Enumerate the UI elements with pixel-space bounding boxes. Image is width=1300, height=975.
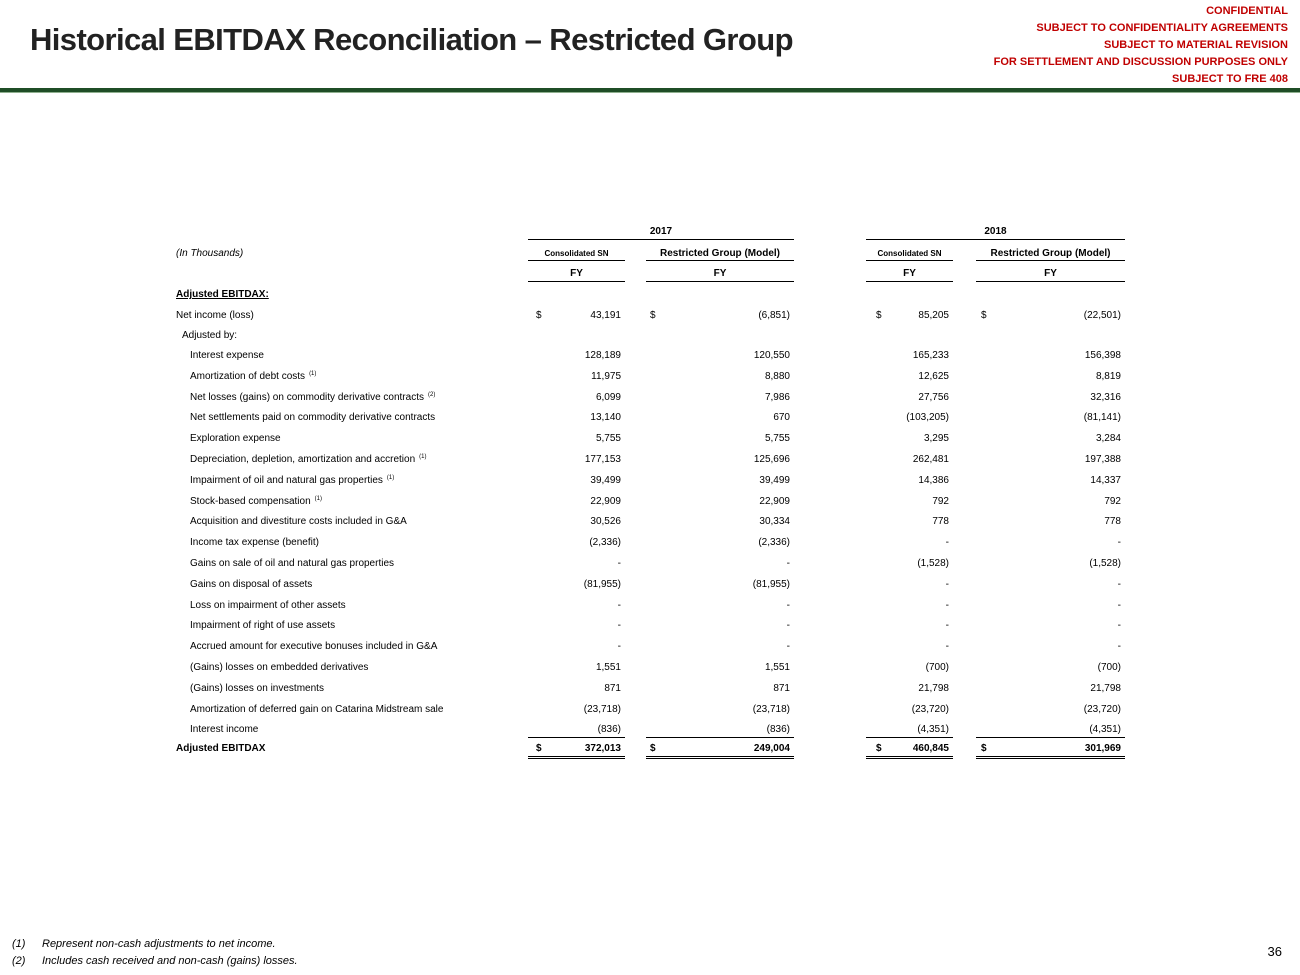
value-cell: 22,909: [759, 496, 790, 507]
year-underline: [866, 239, 1125, 240]
total-value: 460,845: [912, 743, 949, 754]
value-cell: -: [1117, 641, 1121, 652]
subtotal-underline: [528, 737, 625, 738]
value-cell: (81,141): [1083, 412, 1121, 423]
footnote-number: (1): [12, 938, 26, 950]
year-underline: [528, 239, 794, 240]
row-label: Income tax expense (benefit): [190, 537, 319, 548]
footnote-ref: (1): [386, 474, 395, 481]
footnote-number: (2): [12, 955, 26, 967]
column-period-underline: [866, 281, 953, 282]
footnote-ref: (1): [314, 495, 322, 502]
row-label: (Gains) losses on embedded derivatives: [190, 662, 369, 673]
footnote-text: Represent non-cash adjustments to net income.: [42, 938, 276, 950]
page-title: Historical EBITDAX Reconciliation – Restricted Group: [30, 22, 793, 57]
value-cell: 5,755: [764, 433, 790, 444]
value-cell: 21,798: [1090, 683, 1121, 694]
value-cell: 11,975: [591, 371, 621, 382]
page-number: 36: [1267, 944, 1282, 959]
value-cell: (23,718): [752, 704, 790, 715]
row-label: (Gains) losses on investments: [190, 683, 324, 694]
value-cell: 792: [1104, 496, 1121, 507]
value-cell: 14,386: [918, 475, 949, 486]
column-header-underline: [976, 260, 1125, 261]
value-cell: 8,819: [1095, 371, 1121, 382]
value-cell: -: [1117, 579, 1121, 590]
value-cell: -: [786, 620, 790, 631]
value-cell: (81,955): [752, 579, 790, 590]
value-cell: (4,351): [917, 724, 949, 735]
value-cell: (23,718): [583, 704, 621, 715]
column-period-underline: [646, 281, 794, 282]
footnote-ref: (1): [419, 453, 427, 460]
value-cell: -: [1117, 620, 1121, 631]
value-cell: 43,191: [590, 310, 621, 321]
value-cell: 778: [932, 516, 949, 527]
value-cell: -: [945, 641, 949, 652]
column-header: Consolidated SN: [877, 249, 942, 258]
value-cell: (1,528): [1089, 558, 1121, 569]
footnote-text: Includes cash received and non-cash (gains) losses.: [42, 955, 298, 967]
value-cell: -: [945, 620, 949, 631]
total-value: 301,969: [1084, 743, 1121, 754]
value-cell: 30,334: [759, 516, 790, 527]
footnote: [12, 936, 298, 953]
footnote: [12, 953, 298, 970]
value-cell: 30,526: [590, 516, 621, 527]
column-period: FY: [570, 268, 583, 279]
value-cell: 1,551: [595, 662, 621, 673]
value-cell: (23,720): [1083, 704, 1121, 715]
footnote-ref: (1): [309, 370, 317, 377]
value-cell: 778: [1104, 516, 1121, 527]
value-cell: -: [945, 537, 949, 548]
value-cell: 120,550: [753, 350, 790, 361]
column-period: FY: [713, 268, 727, 279]
value-cell: 871: [773, 683, 790, 694]
row-label: Interest expense: [190, 350, 264, 361]
value-cell: (836): [597, 724, 621, 735]
value-cell: 197,388: [1084, 454, 1121, 465]
value-cell: 165,233: [912, 350, 949, 361]
value-cell: -: [617, 600, 621, 611]
currency-symbol: $: [536, 743, 542, 754]
total-double-underline: [528, 756, 625, 759]
value-cell: (700): [925, 662, 949, 673]
value-cell: 3,284: [1095, 433, 1121, 444]
value-cell: (836): [766, 724, 790, 735]
confidential-line: CONFIDENTIAL: [1206, 5, 1288, 17]
column-header: Restricted Group (Model): [659, 248, 780, 259]
total-double-underline: [976, 756, 1125, 759]
total-value: 372,013: [584, 743, 621, 754]
column-period-underline: [528, 281, 625, 282]
row-label: Net settlements paid on commodity derivative contracts: [190, 412, 436, 423]
value-cell: -: [1117, 537, 1121, 548]
value-cell: 871: [604, 683, 621, 694]
value-cell: 85,205: [918, 310, 949, 321]
value-cell: 7,986: [764, 392, 790, 403]
value-cell: (1,528): [917, 558, 949, 569]
adjusted-by-label: Adjusted by:: [182, 330, 238, 341]
value-cell: (6,851): [758, 310, 790, 321]
year-header: 2017: [649, 226, 673, 237]
row-label: Loss on impairment of other assets: [190, 600, 346, 611]
row-label: Impairment of oil and natural gas properties $^{(1)}$: [190, 474, 395, 486]
column-header: Restricted Group (Model): [990, 248, 1111, 259]
column-period: FY: [1044, 268, 1057, 279]
row-label: Gains on sale of oil and natural gas properties: [190, 558, 395, 569]
value-cell: 14,337: [1090, 475, 1121, 486]
total-value: 249,004: [753, 743, 790, 754]
currency-symbol: $: [981, 743, 987, 754]
section-title: Adjusted EBITDAX:: [176, 289, 269, 300]
footnote-ref: (2): [427, 391, 436, 398]
confidential-line: SUBJECT TO FRE 408: [1172, 73, 1288, 85]
row-label: Interest income: [190, 724, 259, 735]
value-cell: 32,316: [1090, 392, 1121, 403]
value-cell: -: [786, 600, 790, 611]
confidential-line: SUBJECT TO MATERIAL REVISION: [1104, 39, 1288, 51]
value-cell: 39,499: [759, 475, 790, 486]
row-label: Stock-based compensation $^{(1)}$: [190, 495, 322, 507]
subtotal-underline: [866, 737, 953, 738]
value-cell: (2,336): [758, 537, 790, 548]
value-cell: 792: [932, 496, 949, 507]
value-cell: -: [945, 600, 949, 611]
subtotal-underline: [646, 737, 794, 738]
footnotes: [12, 936, 298, 970]
value-cell: 12,625: [918, 371, 949, 382]
row-label: Accrued amount for executive bonuses included in G&A: [190, 641, 438, 652]
year-header: 2018: [984, 226, 1007, 237]
value-cell: (23,720): [911, 704, 949, 715]
value-cell: (103,205): [906, 412, 949, 423]
value-cell: 39,499: [590, 475, 621, 486]
value-cell: -: [617, 558, 621, 569]
row-label: Acquisition and divestiture costs included in G&A: [190, 516, 407, 527]
value-cell: -: [617, 620, 621, 631]
value-cell: 128,189: [584, 350, 621, 361]
row-label: Net losses (gains) on commodity derivative contracts $^{(2)}$: [190, 391, 436, 403]
column-period: FY: [903, 268, 916, 279]
column-header: Consolidated SN: [544, 249, 609, 258]
row-label: Exploration expense: [190, 433, 281, 444]
currency-symbol: $: [876, 743, 882, 754]
currency-symbol: $: [981, 310, 987, 321]
row-label: Gains on disposal of assets: [190, 579, 313, 590]
value-cell: 262,481: [912, 454, 949, 465]
value-cell: (700): [1097, 662, 1121, 673]
value-cell: -: [945, 579, 949, 590]
subtotal-underline: [976, 737, 1125, 738]
value-cell: -: [786, 641, 790, 652]
value-cell: (2,336): [589, 537, 621, 548]
row-label: Amortization of debt costs $^{(1)}$: [190, 370, 317, 382]
column-header-underline: [528, 260, 625, 261]
value-cell: -: [1117, 600, 1121, 611]
currency-symbol: $: [876, 310, 882, 321]
value-cell: 6,099: [595, 392, 621, 403]
column-header-underline: [866, 260, 953, 261]
value-cell: (22,501): [1083, 310, 1121, 321]
currency-symbol: $: [536, 310, 542, 321]
confidential-line: FOR SETTLEMENT AND DISCUSSION PURPOSES ONLY: [993, 56, 1288, 68]
value-cell: 156,398: [1084, 350, 1121, 361]
value-cell: 1,551: [764, 662, 790, 673]
value-cell: 177,153: [584, 454, 621, 465]
value-cell: -: [617, 641, 621, 652]
currency-symbol: $: [650, 743, 656, 754]
row-label: Net income (loss): [176, 310, 254, 321]
value-cell: 5,755: [595, 433, 621, 444]
value-cell: (81,955): [583, 579, 621, 590]
row-label: Depreciation, depletion, amortization and accretion $^{(1)}$: [190, 453, 427, 465]
confidential-line: SUBJECT TO CONFIDENTIALITY AGREEMENTS: [1036, 22, 1288, 34]
column-header-underline: [646, 260, 794, 261]
value-cell: 8,880: [764, 371, 790, 382]
row-label: Impairment of right of use assets: [190, 620, 336, 631]
total-double-underline: [866, 756, 953, 759]
total-label: Adjusted EBITDAX: [176, 743, 266, 754]
column-period-underline: [976, 281, 1125, 282]
value-cell: 13,140: [590, 412, 621, 423]
value-cell: 21,798: [918, 683, 949, 694]
row-label: Amortization of deferred gain on Catarina Midstream sale: [190, 704, 444, 715]
value-cell: 670: [773, 412, 790, 423]
value-cell: (4,351): [1089, 724, 1121, 735]
currency-symbol: $: [650, 310, 656, 321]
value-cell: 22,909: [590, 496, 621, 507]
value-cell: 27,756: [918, 392, 949, 403]
value-cell: 3,295: [923, 433, 949, 444]
value-cell: -: [786, 558, 790, 569]
value-cell: 125,696: [753, 454, 790, 465]
units-label: (In Thousands): [176, 248, 244, 259]
total-double-underline: [646, 756, 794, 759]
